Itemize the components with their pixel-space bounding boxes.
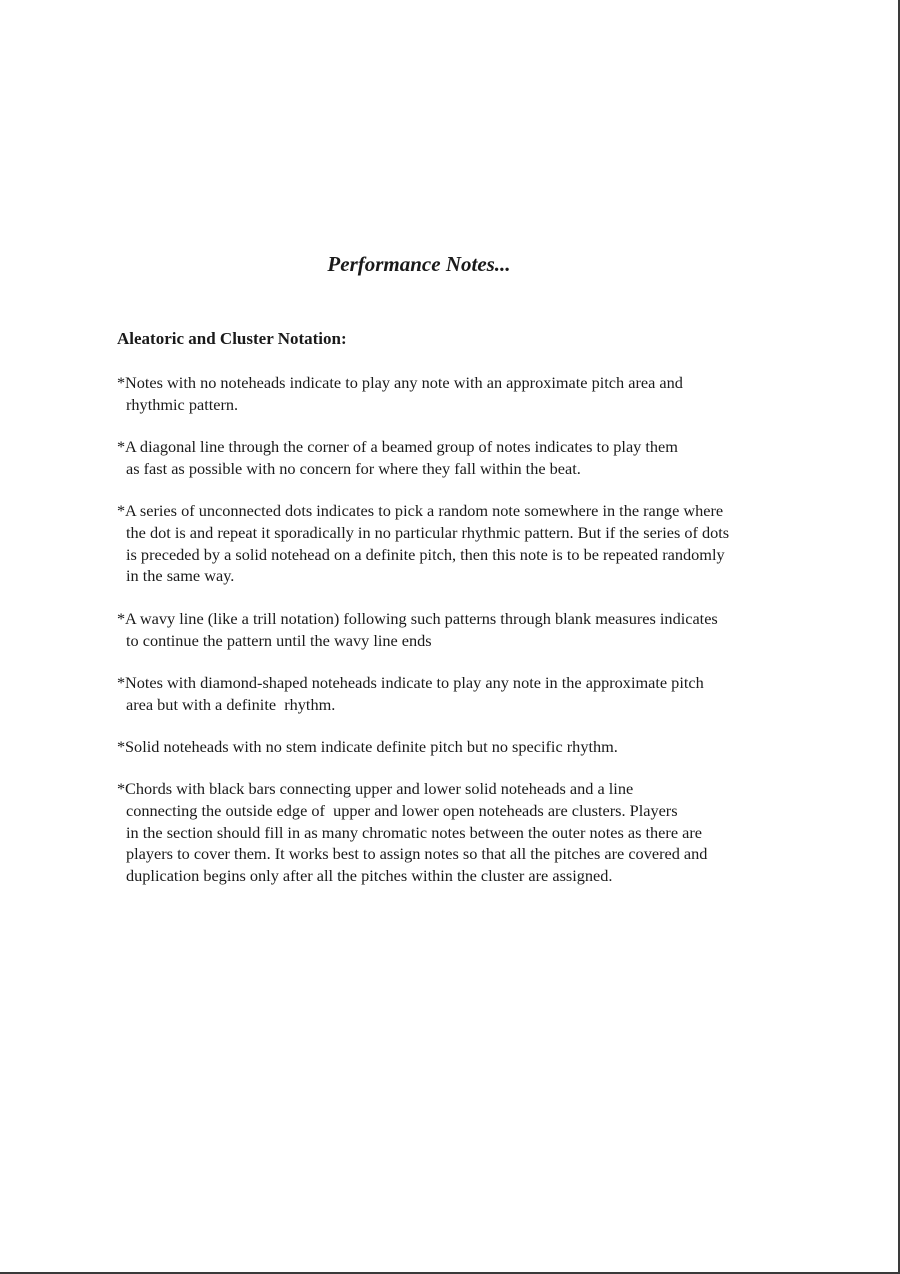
note-line: duplication begins only after all the pitches within the cluster are assigned. [126,866,613,886]
note-no-noteheads [117,372,683,416]
bullet-asterisk: * [117,673,126,692]
section-heading: Aleatoric and Cluster Notation: [117,329,347,348]
page-title: Performance Notes... [327,252,511,276]
note-line: the dot is and repeat it sporadically in no particular rhythmic pattern. But if the series of dots [126,522,730,542]
note-line: in the section should fill in as many chromatic notes between the outer notes as there are [126,822,702,842]
note-diamond-noteheads [117,672,704,716]
note-line: *Notes with diamond-shaped noteheads indicate to play any note in the approximate pitch [117,673,704,692]
note-line: *Notes with no noteheads indicate to play any note with an approximate pitch area and [117,373,683,392]
bullet-asterisk: * [117,779,126,798]
bullet-asterisk: * [117,737,126,756]
note-solid-noteheads [117,736,618,758]
note-line: is preceded by a solid notehead on a definite pitch, then this note is to be repeated randomly [126,544,725,564]
note-line: to continue the pattern until the wavy line ends [126,630,432,650]
note-line: *Chords with black bars connecting upper and lower solid noteheads and a line [117,779,634,798]
note-line: *A diagonal line through the corner of a beamed group of notes indicates to play them [117,437,678,456]
bullet-asterisk: * [117,501,126,520]
note-line: as fast as possible with no concern for where they fall within the beat. [126,458,581,478]
note-line: area but with a definite rhythm. [126,694,336,714]
note-line: in the same way. [126,566,235,586]
note-diagonal-line [117,436,678,480]
note-line: *Solid noteheads with no stem indicate definite pitch but no specific rhythm. [117,737,618,756]
note-line: *A series of unconnected dots indicates to pick a random note somewhere in the range where [117,501,724,520]
bullet-asterisk: * [117,437,126,456]
bullet-asterisk: * [117,373,126,392]
note-line: *A wavy line (like a trill notation) following such patterns through blank measures indicates [117,609,718,628]
note-line: rhythmic pattern. [126,394,239,414]
note-unconnected-dots [117,500,729,587]
note-line: players to cover them. It works best to assign notes so that all the pitches are covered and [126,844,708,864]
note-wavy-line [117,608,718,652]
note-clusters [117,778,707,887]
note-line: connecting the outside edge of upper and lower open noteheads are clusters. Players [126,800,678,820]
bullet-asterisk: * [117,609,126,628]
